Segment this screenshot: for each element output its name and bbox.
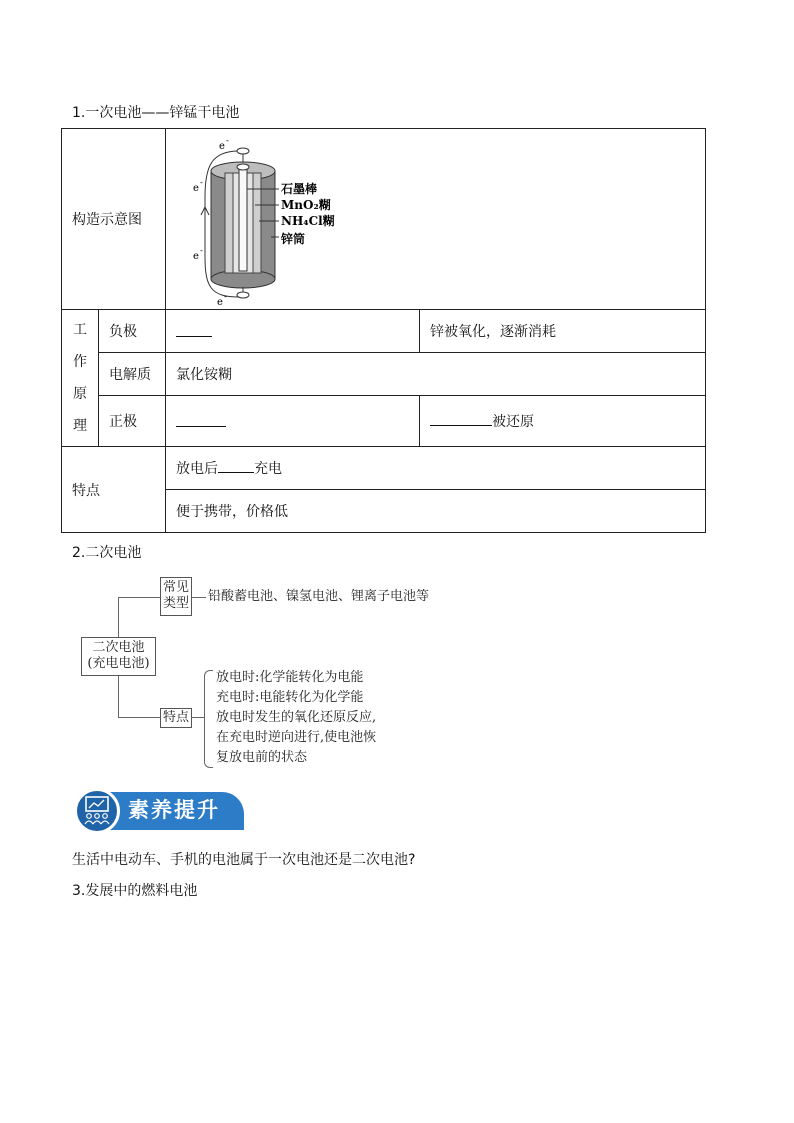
principle-char: 作 <box>73 354 87 370</box>
electrolyte-value: 氯化铵糊 <box>166 353 706 396</box>
section2-heading: 2.二次电池 <box>72 545 142 561</box>
positive-blank[interactable] <box>176 412 226 427</box>
electron-label-left: e <box>193 183 199 194</box>
top-terminal-icon <box>237 148 249 154</box>
dry-cell-diagram <box>191 137 391 307</box>
label-mno2: MnO₂糊 <box>281 198 331 212</box>
electron-label-bottom: e <box>217 297 223 307</box>
feature1-prefix: 放电后 <box>176 461 218 477</box>
svg-text:-: - <box>226 137 229 145</box>
negative-desc: 锌被氧化，逐渐消耗 <box>420 310 706 353</box>
presentation-people-icon <box>74 788 120 834</box>
positive-blank-cell <box>166 396 420 447</box>
principle-char: 工 <box>73 322 87 338</box>
banner-title: 素养提升 <box>128 797 220 822</box>
svg-text:-: - <box>224 292 227 301</box>
question-text: 生活中电动车、手机的电池属于一次电池还是二次电池? <box>72 852 416 868</box>
features-label: 特点 <box>62 447 166 533</box>
electron-label-top: e <box>219 141 225 152</box>
feature1-cell <box>166 447 706 490</box>
electrolyte-label: 电解质 <box>99 353 166 396</box>
features-line: 复放电前的状态 <box>216 750 308 765</box>
positive-label: 正极 <box>99 396 166 447</box>
bottom-terminal-icon <box>237 292 249 298</box>
features-line: 放电时发生的氧化还原反应, <box>216 710 377 725</box>
negative-blank[interactable] <box>176 322 212 337</box>
graphite-rod <box>239 167 247 271</box>
features-line: 放电时:化学能转化为电能 <box>216 670 364 685</box>
label-nh4cl: NH₄Cl糊 <box>281 214 335 228</box>
principle-char: 原 <box>73 386 87 402</box>
features-brace <box>204 670 213 768</box>
principle-cell <box>62 310 99 447</box>
features-line: 在充电时逆向进行,使电池恢 <box>216 730 377 745</box>
negative-blank-cell <box>166 310 420 353</box>
principle-char: 理 <box>73 418 87 434</box>
label-graphite: 石墨棒 <box>281 182 318 196</box>
label-zinc-can: 锌筒 <box>281 232 306 246</box>
branch-types-node: 常见 类型 <box>160 577 192 616</box>
features-line: 充电时:电能转化为化学能 <box>216 690 364 705</box>
positive-desc-cell <box>420 396 706 447</box>
section3-heading: 3.发展中的燃料电池 <box>72 883 198 899</box>
feature1-suffix: 充电 <box>254 461 282 477</box>
structure-label: 构造示意图 <box>72 212 142 228</box>
branch-features-node: 特点 <box>160 708 192 728</box>
positive-desc-suffix: 被还原 <box>492 414 534 430</box>
section1-heading: 1.一次电池——锌锰干电池 <box>72 105 240 121</box>
svg-text:-: - <box>200 178 203 187</box>
structure-label-cell <box>62 129 166 310</box>
root-node: 二次电池 (充电电池) <box>81 637 156 676</box>
branch-types-text: 铅酸蓄电池、镍氢电池、锂离子电池等 <box>208 589 430 604</box>
feature2: 便于携带，价格低 <box>166 490 706 533</box>
negative-label: 负极 <box>99 310 166 353</box>
svg-text:-: - <box>200 246 203 255</box>
zinc-manganese-table <box>61 128 706 533</box>
electron-label-left2: e <box>193 251 199 262</box>
positive-desc-blank[interactable] <box>430 411 492 426</box>
literacy-banner <box>74 788 244 832</box>
diagram-cell <box>166 129 706 310</box>
feature1-blank[interactable] <box>218 458 254 473</box>
